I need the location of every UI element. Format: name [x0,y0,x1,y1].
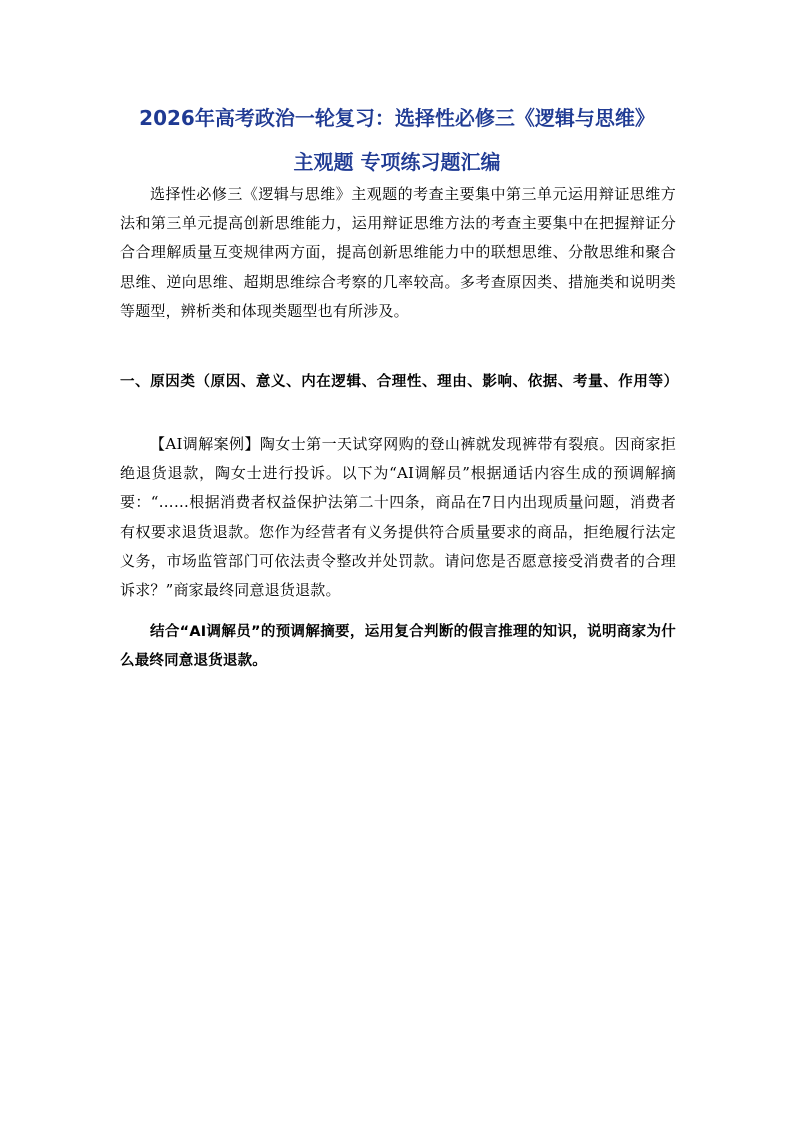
section-heading: 一、原因类（原因、意义、内在逻辑、合理性、理由、影响、依据、考量、作用等） [120,374,679,390]
question-paragraph: 结合“AI调解员”的预调解摘要，运用复合判断的假言推理的知识，说明商家为什么最终同意退货退款。 [120,624,676,670]
case-paragraph: 【AI调解案例】陶女士第一天试穿网购的登山裤就发现裤带有裂痕。因商家拒绝退货退款，陶女士进行投诉。以下为“AI调解员”根据通话内容生成的预调解摘要：“……根据消费者权益保护法第二十四条，商品在7日内出现质量问题，消费者有权要求退货退款。您作为经营者有义务提供符合质量要求的商品，拒绝履行法定义务，市场监管部门可依法责令整改并处罚款。请问您是否愿意接受消费者的合理诉求？”商家最终同意退货退款。 [120,435,676,600]
intro-paragraph: 选择性必修三《逻辑与思维》主观题的考查主要集中第三单元运用辩证思维方法和第三单元提高创新思维能力，运用辩证思维方法的考查主要集中在把握辩证分合合理解质量互变规律两方面，提高创新思维能力中的联想思维、分散思维和聚合思维、逆向思维、超期思维综合考察的几率较高。多考查原因类、措施类和说明类等题型，辨析类和体现类题型也有所涉及。 [120,185,676,320]
document-title-line-1: 2026年高考政治一轮复习：选择性必修三《逻辑与思维》 [139,106,655,130]
document-title-line-2: 主观题 专项练习题汇编 [293,150,501,174]
